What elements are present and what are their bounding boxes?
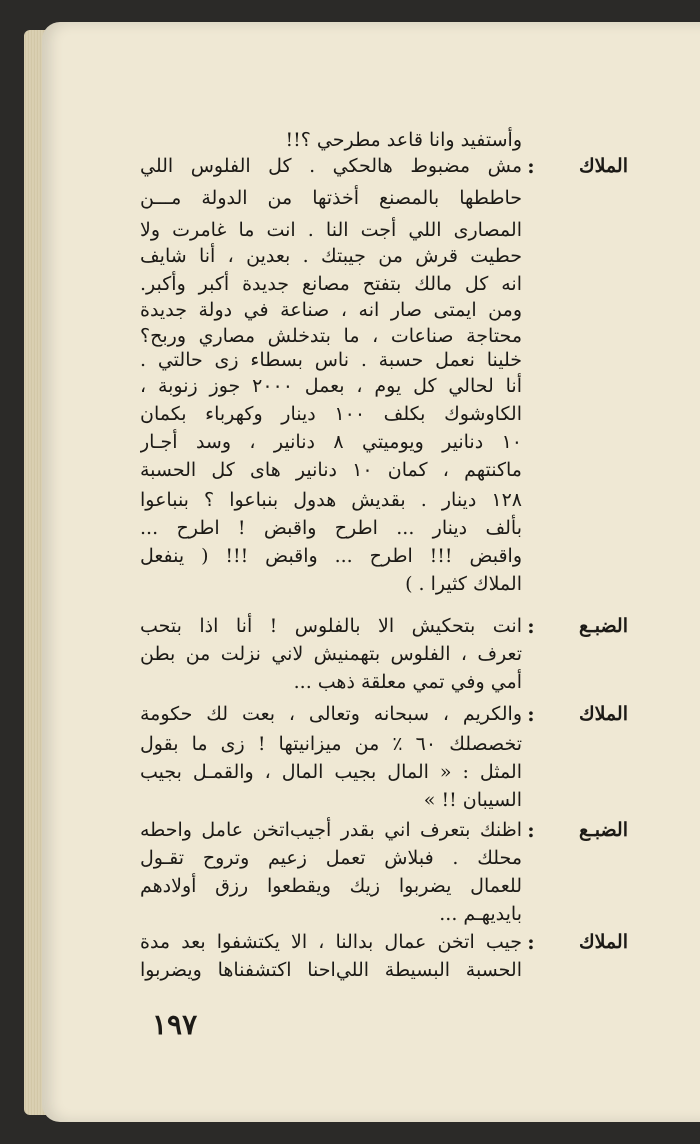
text-line: حطيت قرش من جيبتك . بعدين ، أنا شايف [140,245,522,267]
text-line: ١٢٨ دينار . بقديش هدول بنباعوا ؟ بنباعوا [140,489,522,511]
text-line: الكاوشوك بكلف ١٠٠ دينار وكهرباء بكمان [140,403,522,425]
text-line: المصارى اللي أجت النا . انت ما غامرت ولا [140,219,522,241]
speaker-label: الملاك [578,931,628,953]
text-line: الحسبة البسيطة اللي‌احنا اكتشفناها ويضربوا [140,959,522,981]
text-line: بايديهـم ... [439,903,522,925]
text-line: جيب اتخن عمال بدالنا ، الا يكتشفوا بعد مدة [140,931,522,953]
text-line: واقبض !!! اطرح ... واقبض !!! ( ينفعل [140,545,522,567]
text-line: الملاك كثيرا . ) [405,573,522,595]
text-line: محلك . فبلاش تعمل زعيم وتروح تقـول [140,847,522,869]
text-line: تخصصلك ٦٠ ٪ من ميزانيتها ! زى ما بقول [140,733,522,755]
text-line: ماكنتهم ، كمان ١٠ دنانير هاى كل الحسبة [140,459,522,481]
speaker-colon: : [527,702,535,726]
speaker-colon: : [527,930,535,954]
text-line: حاططها بالمصنع أخذتها من الدولة مـــن [140,187,522,209]
page-number: ١٩٧ [152,1008,198,1041]
text-line: مش مضبوط هالحكي . كل الفلوس اللي [140,155,522,177]
text-line: اظنك بتعرف اني بقدر أجيب‌اتخن عامل واحطه [140,819,522,841]
text-line: المثل : « المال بجيب المال ، والقمـل بجيب [140,761,522,783]
text-line: تعرف ، الفلوس بتهمنيش لاني نزلت من بطن [140,643,522,665]
speaker-label: الضبـع [579,615,628,637]
text-line: بألف دينار ... اطرح واقبض ! اطرح ... [140,517,522,539]
text-line: والكريم ، سبحانه وتعالى ، بعت لك حكومة [140,703,522,725]
text-line: خلينا نعمل حسبة . ناس بسطاء زى حالتي . [140,349,522,371]
speaker-colon: : [527,154,535,178]
speaker-label: الضبـع [579,819,628,841]
text-line: محتاجة صناعات ، ما بتدخلش مصاري وربح؟ [140,325,522,347]
speaker-colon: : [527,818,535,842]
text-line: انت بتحكيش الا بالفلوس ! أنا اذا بتحب [140,615,522,637]
text-line: انه كل مالك بتفتح مصانع جديدة أكبر وأكبر. [140,273,522,295]
speaker-colon: : [527,614,535,638]
text-line: ومن ايمتى صار انه ، صناعة في دولة جديدة [140,299,522,321]
text-line: للعمال يضربوا زيك ويقطعوا رزق أولادهم [140,875,522,897]
text-line: ١٠ دنانير ويوميتي ٨ دنانير ، وسد أجـار [140,431,522,453]
text-line: وأستفيد وانا قاعد مطرحي ؟!! [285,129,522,151]
text-line: أمي وفي تمي معلقة ذهب ... [293,671,522,693]
text-line: أنا لحالي كل يوم ، بعمل ٢٠٠٠ جوز زنوبة ، [140,375,522,397]
text-line: السيبان !! » [423,789,522,811]
speaker-label: الملاك [578,703,628,725]
speaker-label: الملاك [578,155,628,177]
